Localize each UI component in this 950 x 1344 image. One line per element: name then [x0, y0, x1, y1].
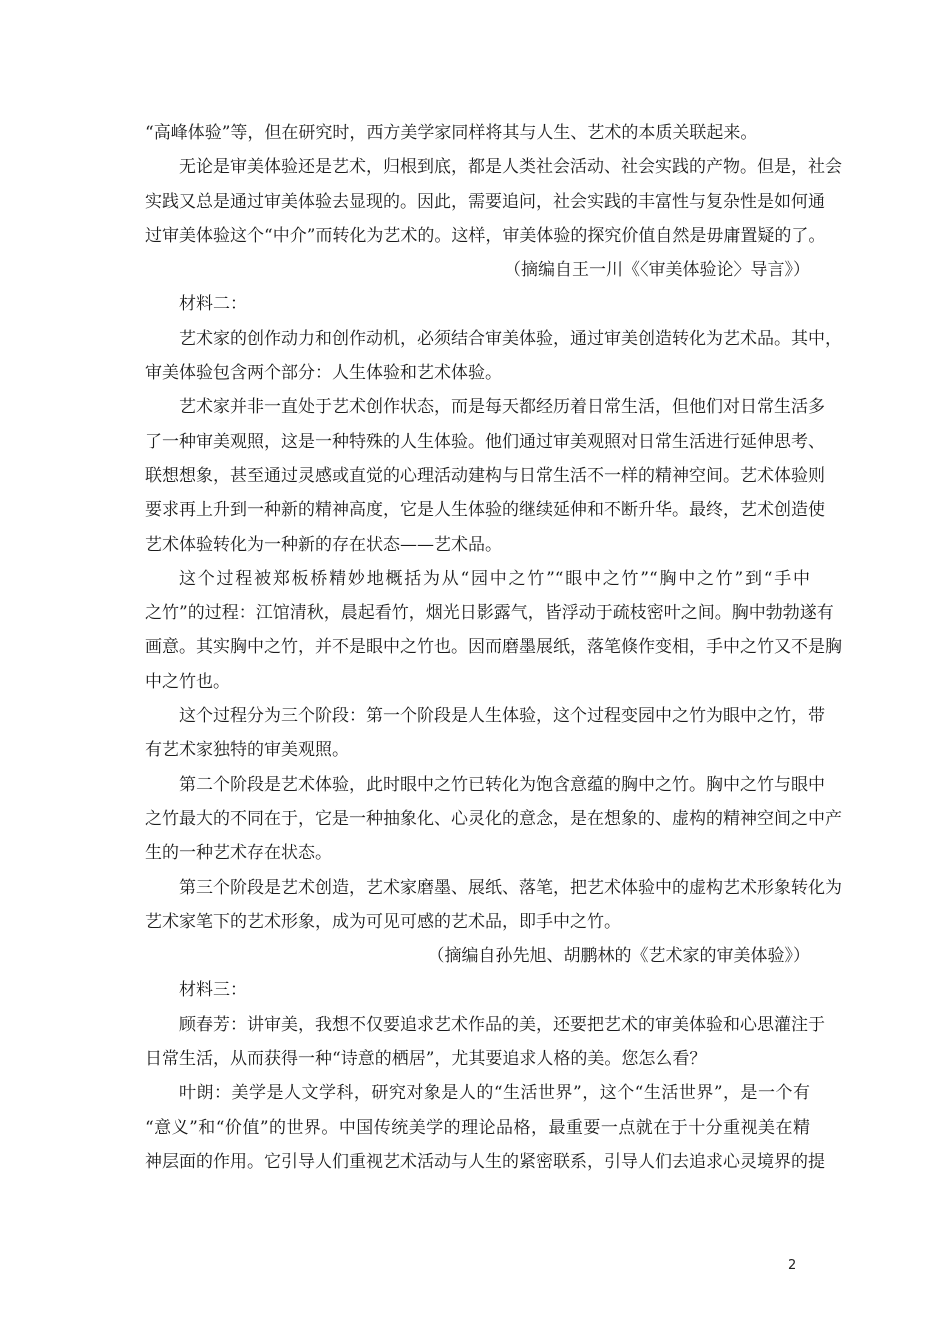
text-line: 中之竹也。 — [145, 671, 230, 692]
text-line: 之竹”的过程：江馆清秋，晨起看竹，烟光日影露气，皆浮动于疏枝密叶之间。胸中勃勃遂有 — [145, 603, 834, 624]
text-line: “高峰体验”等，但在研究时，西方美学家同样将其与人生、艺术的本质关联起来。 — [145, 123, 758, 143]
text-line: “意义”和“价值”的世界。中国传统美学的理论品格，最重要一点就在于十分重视美在精 — [145, 1117, 810, 1138]
text-line: 艺术体验转化为一种新的存在状态——艺术品。 — [145, 534, 502, 555]
text-line: 审美体验包含两个部分：人生体验和艺术体验。 — [145, 363, 502, 384]
source-citation: （摘编自王一川《〈审美体验论〉导言》） — [504, 260, 810, 281]
text-line: 生的一种艺术存在状态。 — [145, 843, 332, 864]
text-line: 艺术家的创作动力和创作动机，必须结合审美体验，通过审美创造转化为艺术品。其中， — [179, 328, 842, 349]
text-line: 日常生活，从而获得一种“诗意的栖居”，尤其要追求人格的美。您怎么看？ — [145, 1049, 707, 1070]
text-line: 无论是审美体验还是艺术，归根到底，都是人类社会活动、社会实践的产物。但是，社会 — [179, 157, 842, 178]
text-line: 过审美体验这个“中介”而转化为艺术的。这样，审美体验的探究价值自然是毋庸置疑的了。 — [145, 225, 826, 246]
text-line: 之竹最大的不同在于，它是一种抽象化、心灵化的意念，是在想象的、虚构的精神空间之中产 — [145, 808, 842, 829]
text-line: 这个过程被郑板桥精妙地概括为从“园中之竹”“眼中之竹”“胸中之竹”到“手中 — [179, 568, 810, 589]
text-line: 第三个阶段是艺术创造，艺术家磨墨、展纸、落笔，把艺术体验中的虚构艺术形象转化为 — [179, 877, 842, 898]
text-line: 这个过程分为三个阶段：第一个阶段是人生体验，这个过程变园中之竹为眼中之竹，带 — [179, 706, 825, 727]
text-line: 实践又总是通过审美体验去显现的。因此，需要追问，社会实践的丰富性与复杂性是如何通 — [145, 191, 825, 212]
text-line: 材料二： — [179, 294, 247, 315]
source-citation: （摘编自孙先旭、胡鹏林的《艺术家的审美体验》） — [427, 946, 810, 967]
text-line: 艺术家笔下的艺术形象，成为可见可感的艺术品，即手中之竹。 — [145, 911, 621, 932]
text-line: 画意。其实胸中之竹，并不是眼中之竹也。因而磨墨展纸，落笔倏作变相，手中之竹又不是胸 — [145, 637, 842, 658]
text-line: 联想想象，甚至通过灵感或直觉的心理活动建构与日常生活不一样的精神空间。艺术体验则 — [145, 465, 825, 486]
text-line: 神层面的作用。它引导人们重视艺术活动与人生的紧密联系，引导人们去追求心灵境界的提 — [145, 1151, 825, 1172]
text-line: 要求再上升到一种新的精神高度，它是人生体验的继续延伸和不断升华。最终，艺术创造使 — [145, 500, 825, 521]
text-line: 艺术家并非一直处于艺术创作状态，而是每天都经历着日常生活，但他们对日常生活多 — [179, 397, 825, 418]
text-line: 叶朗：美学是人文学科，研究对象是人的“生活世界”，这个“生活世界”，是一个有 — [179, 1083, 810, 1104]
text-line: 了一种审美观照，这是一种特殊的人生体验。他们通过审美观照对日常生活进行延伸思考、 — [145, 431, 825, 452]
text-line: 材料三： — [179, 980, 247, 1001]
text-line: 第二个阶段是艺术体验，此时眼中之竹已转化为饱含意蕴的胸中之竹。胸中之竹与眼中 — [179, 774, 825, 795]
text-line: 顾春芳：讲审美，我想不仅要追求艺术作品的美，还要把艺术的审美体验和心思灌注于 — [179, 1014, 825, 1035]
document-body — [145, 118, 842, 1181]
page-number: 2 — [788, 1258, 797, 1273]
text-line: 有艺术家独特的审美观照。 — [145, 740, 349, 761]
